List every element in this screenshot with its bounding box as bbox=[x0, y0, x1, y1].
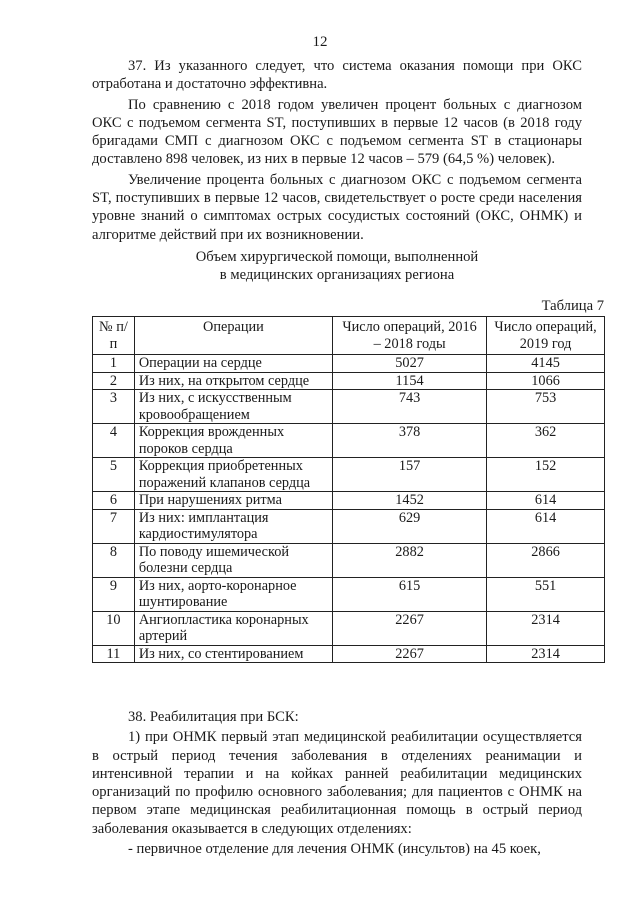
row-operation: Из них, со стентированием bbox=[134, 645, 332, 663]
row-count-2016-2018: 629 bbox=[333, 509, 487, 543]
table-row bbox=[93, 372, 605, 390]
paragraph-increase: Увеличение процента больных с диагнозом ОКС с подъемом сегмента ST, поступивших в первые 12 часов, свидетельствует о росте среди населения уровне знаний о симптомах острых сосудистых состояний (ОКС, ОНМК) и алгоритме действий при их возникновении. bbox=[92, 171, 582, 243]
table-row bbox=[93, 424, 605, 458]
row-count-2019: 551 bbox=[487, 577, 605, 611]
page-number: 12 bbox=[312, 34, 328, 50]
row-number: 1 bbox=[93, 355, 135, 373]
table-row bbox=[93, 355, 605, 373]
caption-line-1: Объем хирургической помощи, выполненной bbox=[195, 249, 479, 265]
table-row bbox=[93, 577, 605, 611]
row-number: 3 bbox=[93, 390, 135, 424]
row-count-2016-2018: 743 bbox=[333, 390, 487, 424]
row-count-2019: 2314 bbox=[487, 645, 605, 663]
row-operation: Из них: имплантация кардиостимулятора bbox=[134, 509, 332, 543]
row-count-2016-2018: 615 bbox=[333, 577, 487, 611]
intro-text bbox=[92, 57, 582, 244]
row-count-2019: 2314 bbox=[487, 611, 605, 645]
header-col-b: Число операций, 2019 год bbox=[487, 317, 605, 355]
row-count-2016-2018: 2267 bbox=[333, 611, 487, 645]
row-number: 5 bbox=[93, 458, 135, 492]
table-row bbox=[93, 492, 605, 510]
table-row bbox=[93, 509, 605, 543]
table-row bbox=[93, 458, 605, 492]
table-label: Таблица 7 bbox=[541, 298, 604, 314]
paragraph-department: - первичное отделение для лечения ОНМК (инсультов) на 45 коек, bbox=[128, 841, 541, 858]
row-count-2016-2018: 1452 bbox=[333, 492, 487, 510]
row-count-2019: 2866 bbox=[487, 543, 605, 577]
row-number: 8 bbox=[93, 543, 135, 577]
row-count-2019: 614 bbox=[487, 509, 605, 543]
header-col-a: Число операций, 2016 – 2018 годы bbox=[333, 317, 487, 355]
row-number: 7 bbox=[93, 509, 135, 543]
row-operation: По поводу ишемической болезни сердца bbox=[134, 543, 332, 577]
surgery-table bbox=[92, 316, 605, 663]
row-count-2016-2018: 378 bbox=[333, 424, 487, 458]
row-number: 6 bbox=[93, 492, 135, 510]
caption-line-2: в медицинских организациях региона bbox=[219, 267, 455, 284]
row-operation: Коррекция врожденных пороков сердца bbox=[134, 424, 332, 458]
row-operation: Операции на сердце bbox=[134, 355, 332, 373]
row-count-2019: 152 bbox=[487, 458, 605, 492]
table-row bbox=[93, 645, 605, 663]
paragraph-38: 38. Реабилитация при БСК: bbox=[128, 709, 299, 725]
row-operation: Коррекция приобретенных поражений клапанов сердца bbox=[134, 458, 332, 492]
paragraph-onmk: 1) при ОНМК первый этап медицинской реабилитации осуществляется в острый период течения заболевания в отделениях реанимации и интенсивной терапии и на койках ранней реабилитации медицинских организаций по профилю основного заболевания; для пациентов с ОНМК на первом этапе медицинская реабилитационная помощь в острый период заболевания оказывается в следующих отделениях: bbox=[92, 729, 582, 837]
row-count-2019: 4145 bbox=[487, 355, 605, 373]
row-count-2019: 753 bbox=[487, 390, 605, 424]
row-count-2016-2018: 2882 bbox=[333, 543, 487, 577]
row-count-2016-2018: 2267 bbox=[333, 645, 487, 663]
header-num: № п/п bbox=[93, 317, 135, 355]
table-body bbox=[93, 355, 605, 663]
row-count-2019: 1066 bbox=[487, 372, 605, 390]
row-operation: Из них, аорто-коронарное шунтирование bbox=[134, 577, 332, 611]
rehab-text bbox=[92, 708, 582, 858]
paragraph-37: 37. Из указанного следует, что система оказания помощи при ОКС отработана и достаточно эффективна. bbox=[92, 58, 582, 93]
row-count-2019: 614 bbox=[487, 492, 605, 510]
table-caption bbox=[92, 248, 582, 285]
table-row bbox=[93, 390, 605, 424]
table-row bbox=[93, 611, 605, 645]
row-count-2019: 362 bbox=[487, 424, 605, 458]
row-operation: Из них, с искусственным кровообращением bbox=[134, 390, 332, 424]
row-number: 4 bbox=[93, 424, 135, 458]
row-number: 11 bbox=[93, 645, 135, 663]
row-count-2016-2018: 5027 bbox=[333, 355, 487, 373]
paragraph-comparison: По сравнению с 2018 годом увеличен процент больных с диагнозом ОКС с подъемом сегмента ST, поступивших в первые 12 часов (в 2018 году бригадами СМП с диагнозом ОКС с подъемом сегмента ST в стационары доставлено 898 человек, из них в первые 12 часов – 579 (64,5 %) человек). bbox=[92, 96, 582, 168]
row-operation: Ангиопластика коронарных артерий bbox=[134, 611, 332, 645]
table-header-row bbox=[93, 317, 605, 355]
row-count-2016-2018: 157 bbox=[333, 458, 487, 492]
header-operation: Операции bbox=[134, 317, 332, 355]
table-row bbox=[93, 543, 605, 577]
row-count-2016-2018: 1154 bbox=[333, 372, 487, 390]
row-number: 2 bbox=[93, 372, 135, 390]
row-number: 9 bbox=[93, 577, 135, 611]
row-number: 10 bbox=[93, 611, 135, 645]
row-operation: Из них, на открытом сердце bbox=[134, 372, 332, 390]
row-operation: При нарушениях ритма bbox=[134, 492, 332, 510]
